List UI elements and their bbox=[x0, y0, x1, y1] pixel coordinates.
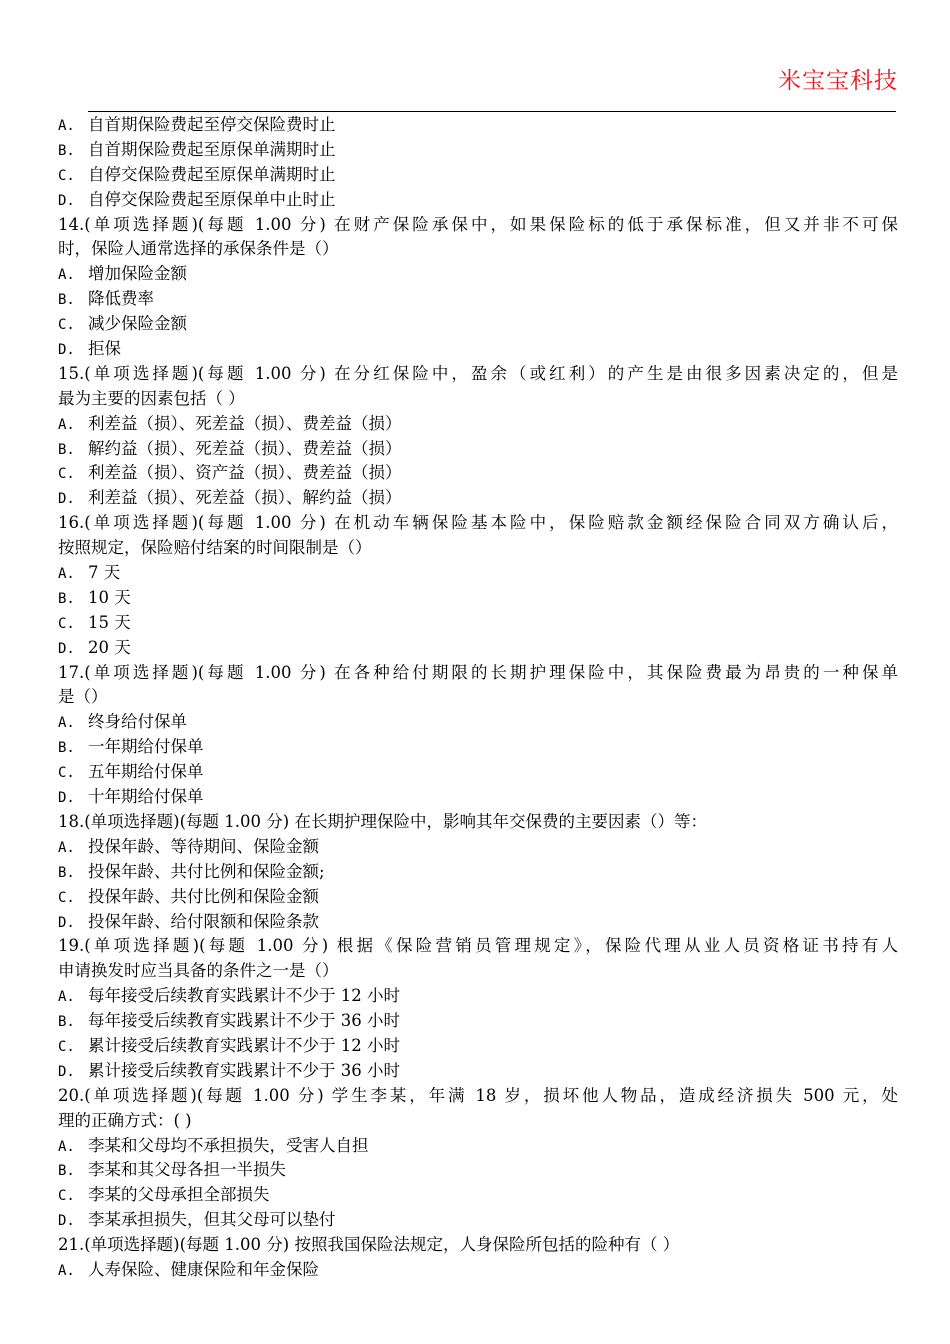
option-text: 终身给付保单 bbox=[88, 712, 187, 732]
answer-option bbox=[58, 337, 898, 362]
answer-option bbox=[58, 586, 898, 611]
answer-option bbox=[58, 138, 898, 163]
question-text-line bbox=[58, 387, 898, 412]
option-letter: D. bbox=[58, 1063, 75, 1080]
answer-option bbox=[58, 1009, 898, 1034]
answer-option bbox=[58, 486, 898, 511]
option-letter: B. bbox=[58, 142, 75, 159]
answer-option bbox=[58, 910, 898, 935]
answer-option bbox=[58, 760, 898, 785]
question-text-line bbox=[58, 1109, 898, 1134]
answer-option bbox=[58, 437, 898, 462]
answer-option bbox=[58, 262, 898, 287]
answer-option bbox=[58, 461, 898, 486]
answer-option bbox=[58, 113, 898, 138]
answer-option bbox=[58, 412, 898, 437]
option-text: 增加保险金额 bbox=[88, 264, 187, 284]
answer-option bbox=[58, 188, 898, 213]
question-text-line bbox=[58, 213, 898, 238]
option-text: 15 天 bbox=[88, 612, 131, 632]
question-text-line bbox=[58, 661, 898, 686]
option-letter: B. bbox=[58, 292, 75, 309]
option-letter: D. bbox=[58, 192, 75, 209]
answer-option bbox=[58, 561, 898, 586]
option-text: 李某的父母承担全部损失 bbox=[88, 1185, 270, 1205]
question-text: 17.(单项选择题)(每题 1.00 分) 在各种给付期限的长期护理保险中，其保险费最为昂贵的一种保单 bbox=[58, 662, 898, 682]
option-letter: A. bbox=[58, 566, 75, 583]
option-letter: B. bbox=[58, 1014, 75, 1031]
option-letter: B. bbox=[58, 590, 75, 607]
option-text: 拒保 bbox=[88, 339, 121, 359]
option-text: 投保年龄、等待期间、保险金额 bbox=[88, 836, 319, 856]
option-letter: C. bbox=[58, 1188, 75, 1205]
option-text: 人寿保险、健康保险和年金保险 bbox=[88, 1259, 319, 1279]
answer-option bbox=[58, 163, 898, 188]
question-text: 16.(单项选择题)(每题 1.00 分) 在机动车辆保险基本险中，保险赔款金额经保险合同双方确认后， bbox=[58, 513, 898, 533]
option-text: 每年接受后续教育实践累计不少于 12 小时 bbox=[88, 986, 400, 1006]
option-letter: A. bbox=[58, 416, 75, 433]
answer-option bbox=[58, 287, 898, 312]
option-text: 减少保险金额 bbox=[88, 314, 187, 334]
option-text: 投保年龄、共付比例和保险金额 bbox=[88, 886, 319, 906]
option-letter: A. bbox=[58, 715, 75, 732]
option-letter: B. bbox=[58, 864, 75, 881]
answer-option bbox=[58, 984, 898, 1009]
question-text-line bbox=[58, 237, 898, 262]
option-letter: D. bbox=[58, 491, 75, 508]
question-text: 时，保险人通常选择的承保条件是（） bbox=[58, 239, 339, 259]
question-text: 最为主要的因素包括（ ） bbox=[58, 388, 245, 408]
document-body bbox=[58, 113, 898, 1283]
option-letter: C. bbox=[58, 167, 75, 184]
question-text-line bbox=[58, 959, 898, 984]
answer-option bbox=[58, 885, 898, 910]
option-letter: C. bbox=[58, 466, 75, 483]
brand-logo-text: 米宝宝科技 bbox=[778, 68, 898, 94]
answer-option bbox=[58, 710, 898, 735]
option-letter: A. bbox=[58, 839, 75, 856]
question-text: 19.(单项选择题)(每题 1.00 分) 根据《保险营销员管理规定》，保险代理从业人员资格证书持有人 bbox=[58, 936, 898, 956]
question-text-line bbox=[58, 685, 898, 710]
question-text: 21.(单项选择题)(每题 1.00 分) 按照我国保险法规定，人身保险所包括的险种有（ ） bbox=[58, 1235, 680, 1255]
option-letter: D. bbox=[58, 342, 75, 359]
option-text: 7 天 bbox=[88, 563, 121, 583]
question-text: 是（） bbox=[58, 687, 108, 707]
question-text-line bbox=[58, 511, 898, 536]
question-text-line bbox=[58, 810, 898, 835]
option-letter: B. bbox=[58, 441, 75, 458]
answer-option bbox=[58, 860, 898, 885]
question-text: 申请换发时应当具备的条件之一是（） bbox=[58, 961, 339, 981]
answer-option bbox=[58, 1258, 898, 1283]
answer-option bbox=[58, 835, 898, 860]
answer-option bbox=[58, 735, 898, 760]
question-text: 18.(单项选择题)(每题 1.00 分) 在长期护理保险中，影响其年交保费的主要因素（）等： bbox=[58, 811, 707, 831]
option-text: 20 天 bbox=[88, 637, 131, 657]
answer-option bbox=[58, 1059, 898, 1084]
option-letter: B. bbox=[58, 740, 75, 757]
option-text: 降低费率 bbox=[88, 289, 154, 309]
question-text-line bbox=[58, 1233, 898, 1258]
answer-option bbox=[58, 1034, 898, 1059]
option-letter: B. bbox=[58, 1163, 75, 1180]
answer-option bbox=[58, 636, 898, 661]
option-letter: C. bbox=[58, 765, 75, 782]
answer-option bbox=[58, 785, 898, 810]
answer-option bbox=[58, 1208, 898, 1233]
option-letter: A. bbox=[58, 1138, 75, 1155]
question-text: 按照规定，保险赔付结案的时间限制是（） bbox=[58, 538, 372, 558]
option-text: 累计接受后续教育实践累计不少于 12 小时 bbox=[88, 1035, 400, 1055]
option-text: 五年期给付保单 bbox=[88, 762, 204, 782]
option-letter: A. bbox=[58, 989, 75, 1006]
option-text: 利差益（损）、资产益（损）、费差益（损） bbox=[88, 463, 402, 483]
answer-option bbox=[58, 1183, 898, 1208]
option-text: 一年期给付保单 bbox=[88, 737, 204, 757]
option-letter: C. bbox=[58, 1038, 75, 1055]
question-text: 20.(单项选择题)(每题 1.00 分) 学生李某，年满 18 岁，损坏他人物品，造成经济损失 500 元，处 bbox=[58, 1085, 898, 1105]
option-text: 自停交保险费起至原保单满期时止 bbox=[88, 164, 336, 184]
option-text: 自首期保险费起至停交保险费时止 bbox=[88, 115, 336, 134]
option-text: 解约益（损）、死差益（损）、费差益（损） bbox=[88, 438, 402, 458]
option-text: 李某和父母均不承担损失，受害人自担 bbox=[88, 1135, 369, 1155]
option-letter: A. bbox=[58, 267, 75, 284]
question-text: 理的正确方式：( ) bbox=[58, 1110, 192, 1130]
option-text: 十年期给付保单 bbox=[88, 787, 204, 807]
option-letter: D. bbox=[58, 790, 75, 807]
question-text-line bbox=[58, 362, 898, 387]
question-text-line bbox=[58, 934, 898, 959]
option-text: 利差益（损）、死差益（损）、解约益（损） bbox=[88, 488, 402, 508]
option-text: 累计接受后续教育实践累计不少于 36 小时 bbox=[88, 1060, 400, 1080]
question-text: 15.(单项选择题)(每题 1.00 分) 在分红保险中，盈余（或红利）的产生是由很多因素决定的，但是 bbox=[58, 363, 898, 383]
option-text: 投保年龄、共付比例和保险金额; bbox=[88, 861, 325, 881]
option-text: 李某承担损失，但其父母可以垫付 bbox=[88, 1210, 336, 1230]
option-text: 利差益（损）、死差益（损）、费差益（损） bbox=[88, 413, 402, 433]
option-letter: D. bbox=[58, 1213, 75, 1230]
question-text-line bbox=[58, 1084, 898, 1109]
option-letter: A. bbox=[58, 1262, 75, 1279]
option-letter: C. bbox=[58, 889, 75, 906]
option-text: 每年接受后续教育实践累计不少于 36 小时 bbox=[88, 1011, 400, 1031]
answer-option bbox=[58, 1134, 898, 1159]
option-letter: A. bbox=[58, 118, 75, 134]
option-letter: C. bbox=[58, 615, 75, 632]
option-letter: C. bbox=[58, 317, 75, 334]
question-text: 14.(单项选择题)(每题 1.00 分) 在财产保险承保中，如果保险标的低于承保标准，但又并非不可保 bbox=[58, 214, 898, 234]
option-text: 自首期保险费起至原保单满期时止 bbox=[88, 139, 336, 159]
option-letter: D. bbox=[58, 640, 75, 657]
header-divider bbox=[88, 111, 896, 112]
question-text-line bbox=[58, 536, 898, 561]
option-letter: D. bbox=[58, 914, 75, 931]
answer-option bbox=[58, 611, 898, 636]
answer-option bbox=[58, 1158, 898, 1183]
option-text: 李某和其父母各担一半损失 bbox=[88, 1160, 286, 1180]
option-text: 自停交保险费起至原保单中止时止 bbox=[88, 189, 336, 209]
option-text: 10 天 bbox=[88, 587, 131, 607]
answer-option bbox=[58, 312, 898, 337]
option-text: 投保年龄、给付限额和保险条款 bbox=[88, 911, 319, 931]
